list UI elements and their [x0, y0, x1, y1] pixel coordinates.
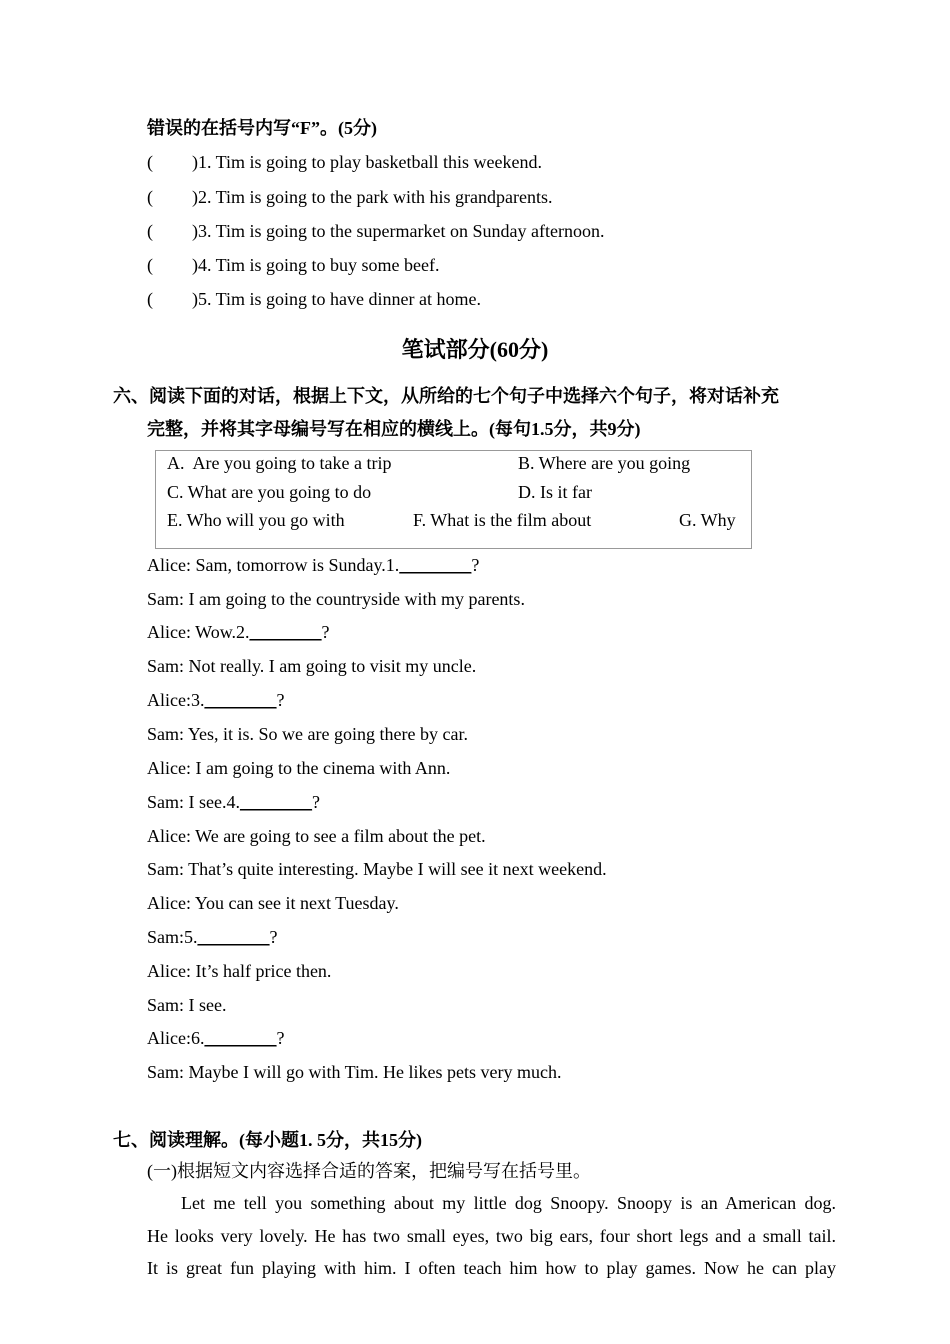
- option-e: E. Who will you go with: [167, 510, 345, 530]
- dialogue-line: [147, 689, 284, 711]
- question-mark: ?: [276, 1028, 285, 1048]
- dialogue-line: [147, 791, 320, 813]
- dialogue-text: Alice: I am going to the cinema with Ann.: [147, 758, 451, 778]
- statement: )1. Tim is going to play basketball this weekend.: [192, 152, 542, 172]
- dialogue-text: Sam: That’s quite interesting. Maybe I will see it next weekend.: [147, 859, 607, 879]
- answer-blank[interactable]: ________: [239, 792, 312, 812]
- section-title: 笔试部分(60分): [401, 337, 549, 362]
- option-c: C. What are you going to do: [167, 482, 372, 502]
- dialogue-text: Alice: It’s half price then.: [147, 961, 332, 981]
- dialogue-line: [147, 858, 607, 880]
- dialogue-text: Sam: I see.4.: [147, 792, 240, 812]
- dialogue-text: Sam: Not really. I am going to visit my uncle.: [147, 656, 477, 676]
- dialogue-text: Alice:3.: [147, 690, 205, 710]
- dialogue-line: [147, 655, 476, 677]
- statement: )4. Tim is going to buy some beef.: [192, 255, 440, 275]
- question-mark: ?: [269, 927, 278, 947]
- dialogue-text: Sam: Yes, it is. So we are going there by car.: [147, 724, 468, 744]
- answer-blank[interactable]: ________: [197, 927, 270, 947]
- question-mark: ?: [471, 555, 480, 575]
- dialogue-text: Alice: We are going to see a film about the pet.: [147, 826, 486, 846]
- option-b: B. Where are you going: [518, 453, 691, 473]
- answer-blank[interactable]: ________: [399, 555, 472, 575]
- passage-line: Let me tell you something about my little dog Snoopy. Snoopy is an American dog.: [181, 1193, 836, 1213]
- answer-paren[interactable]: (: [147, 289, 153, 309]
- answer-blank[interactable]: ________: [204, 1028, 277, 1048]
- dialogue-line: [147, 926, 278, 948]
- dialogue-text: Sam: I am going to the countryside with my parents.: [147, 589, 525, 609]
- dialogue-text: Alice: You can see it next Tuesday.: [147, 893, 399, 913]
- question-mark: ?: [276, 690, 285, 710]
- dialogue-line: [147, 960, 331, 982]
- statement: )5. Tim is going to have dinner at home.: [192, 289, 481, 309]
- section7-heading: 七、阅读理解。(每小题1. 5分，共15分): [113, 1130, 422, 1150]
- option-f: F. What is the film about: [413, 510, 592, 530]
- dialogue-line: [147, 588, 525, 610]
- dialogue-line: [147, 825, 486, 847]
- dialogue-text: Alice: Sam, tomorrow is Sunday.1.: [147, 555, 400, 575]
- passage-line: He looks very lovely. He has two small eyes, two big ears, four short legs and a small tail.: [147, 1226, 836, 1246]
- answer-paren[interactable]: (: [147, 255, 153, 275]
- dialogue-line: [147, 554, 479, 576]
- passage-line: It is great fun playing with him. I often teach him how to play games. Now he can play: [147, 1258, 836, 1278]
- dialogue-line: [147, 1061, 561, 1083]
- statement: )2. Tim is going to the park with his grandparents.: [192, 187, 553, 207]
- option-a: A. Are you going to take a trip: [167, 453, 392, 473]
- statement: )3. Tim is going to the supermarket on Sunday afternoon.: [192, 221, 605, 241]
- question-mark: ?: [321, 622, 330, 642]
- dialogue-line: [147, 1027, 284, 1049]
- dialogue-text: Sam:5.: [147, 927, 198, 947]
- answer-paren[interactable]: (: [147, 152, 153, 172]
- answer-blank[interactable]: ________: [249, 622, 322, 642]
- dialogue-line: [147, 621, 330, 643]
- dialogue-line: [147, 994, 226, 1016]
- dialogue-text: Sam: I see.: [147, 995, 227, 1015]
- answer-blank[interactable]: ________: [204, 690, 277, 710]
- dialogue-line: [147, 892, 399, 914]
- dialogue-line: [147, 757, 450, 779]
- dialogue-text: Sam: Maybe I will go with Tim. He likes pets very much.: [147, 1062, 562, 1082]
- section7-instruction: (一)根据短文内容选择合适的答案，把编号写在括号里。: [147, 1161, 591, 1181]
- dialogue-text: Alice:6.: [147, 1028, 205, 1048]
- dialogue-text: Alice: Wow.2.: [147, 622, 250, 642]
- answer-paren[interactable]: (: [147, 187, 153, 207]
- option-g: G. Why: [679, 510, 736, 530]
- option-d: D. Is it far: [518, 482, 592, 502]
- question-instruction: 错误的在括号内写“F”。(5分): [147, 118, 377, 138]
- section6-heading: 六、阅读下面的对话，根据上下文，从所给的七个句子中选择六个句子，将对话补充: [113, 386, 779, 406]
- dialogue-line: [147, 723, 468, 745]
- question-mark: ?: [311, 792, 320, 812]
- section6-heading-cont: 完整，并将其字母编号写在相应的横线上。(每句1.5分，共9分): [147, 419, 641, 439]
- answer-paren[interactable]: (: [147, 221, 153, 241]
